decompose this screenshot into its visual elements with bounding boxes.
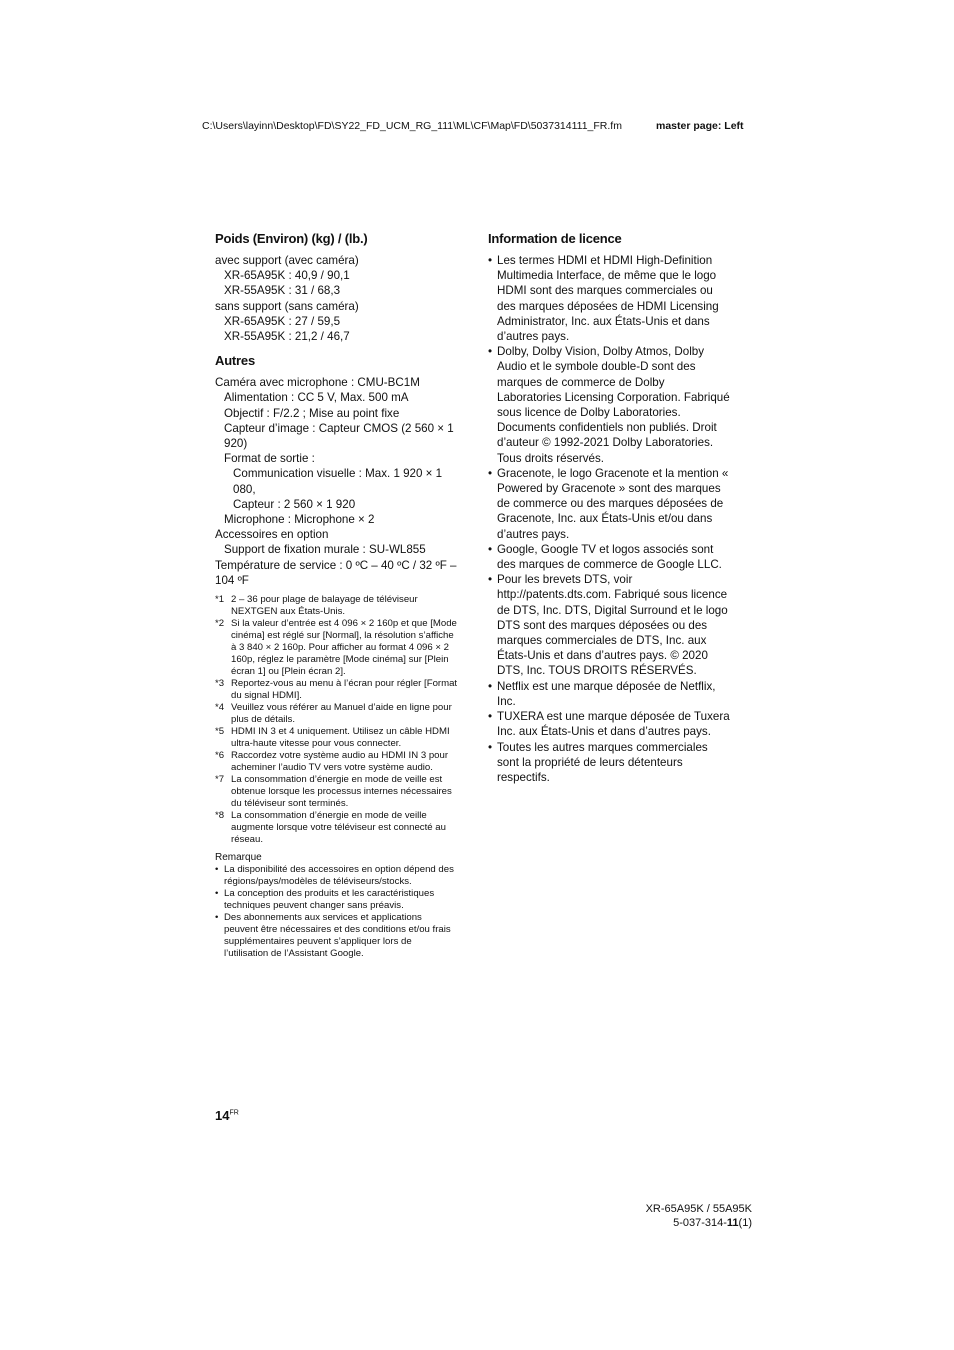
remark-text: La conception des produits et les caractéristiques techniques peuvent changer sans préavis. [224,888,435,912]
license-item [488,253,731,344]
footnote-text: HDMI IN 3 et 4 uniquement. Utilisez un câble HDMI ultra-haute vitesse pour vous connecter. [231,726,450,750]
model-numbers: XR-65A95K / 55A95K [645,1203,752,1215]
license-list [488,253,731,785]
footnote-item [215,726,458,750]
master-page-label: master page: Left [656,120,744,132]
page-lang: FR [229,1109,239,1117]
bullet-icon: • [488,254,493,267]
license-text: Netflix est une marque déposée de Netflix, Inc. [497,679,716,708]
license-text: Les termes HDMI et HDMI High-Definition Multimedia Interface, de même que le logo HDMI sont des marques commerciales ou des marques déposées de HDMI Licensing Administrator, Inc. aux États-Unis et dans d’autres pays. [497,254,719,344]
license-item [488,344,731,466]
other-spec-line: Capteur : 2 560 × 1 920 [233,497,356,511]
other-spec-line: Communication visuelle : Max. 1 920 × 1 080, [233,467,443,496]
code-prefix: 5-037-314- [673,1217,727,1229]
other-spec-line: Alimentation : CC 5 V, Max. 500 mA [224,391,409,405]
weight-spec-line: XR-55A95K : 31 / 68,3 [224,284,341,298]
footnote-number: *4 [215,702,225,714]
document-footer [646,1202,752,1230]
code-suffix: (1) [738,1217,752,1229]
code-bold: 11 [726,1217,739,1229]
page-number-value: 14 [215,1108,230,1123]
bullet-icon: • [488,740,493,754]
license-item [488,466,731,542]
other-spec-line: Capteur d’image : Capteur CMOS (2 560 × 1 920) [224,421,454,451]
bullet-icon: • [488,710,493,724]
footnote-item [215,702,458,726]
footnote-item [215,678,458,702]
other-spec-line: Objectif : F/2.2 ; Mise au point fixe [224,406,400,420]
other-spec-line: Accessoires en option [215,528,329,542]
footnote-item [215,750,458,774]
bullet-icon: • [215,888,219,900]
footnote-number: *6 [215,750,225,762]
license-text: Google, Google TV et logos associés sont des marques de commerce de Google LLC. [497,542,722,572]
document-code [646,1216,752,1230]
remark-item [215,864,458,888]
footnote-text: Veuillez vous référer au Manuel d’aide en ligne pour plus de détails. [231,702,452,726]
other-spec-line: Format de sortie : [224,452,315,466]
license-text: TUXERA est une marque déposée de Tuxera Inc. aux États-Unis et dans d’autres pays. [497,710,730,739]
page-number [215,1108,239,1123]
remark-item [215,888,458,912]
bullet-icon: • [215,912,219,924]
footnote-number: *3 [215,678,225,690]
weight-spec-line: XR-65A95K : 40,9 / 90,1 [224,269,350,283]
license-item [488,572,731,678]
weight-spec-line: XR-55A95K : 21,2 / 46,7 [224,330,350,344]
bullet-icon: • [488,573,493,587]
bullet-icon: • [488,542,493,556]
footnote-item [215,774,458,810]
footnote-number: *2 [215,618,225,630]
footnote-item [215,594,458,618]
license-heading: Information de licence [488,231,622,246]
other-heading: Autres [215,353,255,369]
footnote-text: Reportez-vous au menu à l’écran pour régler [Format du signal HDMI]. [231,678,458,702]
license-item [488,542,731,572]
file-path-header: C:\Users\layinn\Desktop\FD\SY22_FD_UCM_RG_111\ML\CF\Map\FD\5037314111_FR.fm [202,120,622,132]
footnote-number: *5 [215,726,225,738]
other-spec-list [215,375,458,588]
remark-list [215,864,458,960]
license-item [488,679,731,709]
footnote-list [215,594,458,846]
other-spec-line: Température de service : 0 ºC – 40 ºC / 32 ºF – 104 ºF [215,558,457,587]
footnote-text: La consommation d’énergie en mode de veille est obtenue lorsque les processus internes nécessaires du téléviseur sont terminés. [231,774,452,810]
weight-spec-line: avec support (avec caméra) [215,254,359,267]
footnote-text: La consommation d’énergie en mode de veille augmente lorsque votre téléviseur est connecté au réseau. [231,810,446,846]
footnote-item [215,810,458,846]
other-spec-line: Support de fixation murale : SU-WL855 [224,543,426,557]
weight-spec-line: XR-65A95K : 27 / 59,5 [224,314,341,328]
left-column [215,230,458,960]
footnote-text: Raccordez votre système audio au HDMI IN 3 pour acheminer l’audio TV vers votre système audio. [231,750,449,774]
bullet-icon: • [488,679,493,693]
footnote-number: *7 [215,774,225,786]
remark-item [215,912,458,960]
footnote-text: 2 – 36 pour plage de balayage de téléviseur NEXTGEN aux États-Unis. [231,594,418,618]
license-item [488,709,731,739]
license-text: Gracenote, le logo Gracenote et la mention « Powered by Gracenote » sont des marques de commerce ou des marques déposées de Gracenote, Inc. aux États-Unis et/ou dans d’autres pays. [497,466,729,541]
footnote-text: Si la valeur d’entrée est 4 096 × 2 160p et que [Mode cinéma] est réglé sur [Normal], la résolution s’affiche à 3 840 × 2 160p. Pour afficher au format 4 096 × 2 160p, réglez le paramètre [Mode cinéma] sur [Plein écran 1] ou [Plein écran 2]. [231,618,457,678]
weight-spec-line: sans support (sans caméra) [215,299,359,313]
other-spec-line: Caméra avec microphone : CMU-BC1M [215,376,420,390]
weight-spec-list [215,253,458,344]
right-column [488,230,731,785]
footnote-item [215,618,458,678]
license-item [488,740,731,786]
remark-text: La disponibilité des accessoires en option dépend des régions/pays/modèles de téléviseurs/stocks. [224,864,454,888]
bullet-icon: • [488,466,493,480]
remark-text: Des abonnements aux services et applications peuvent être nécessaires et des conditions et/ou frais supplémentaires peuvent s’appliquer lors de l’utilisation de l’Assistant Google. [224,912,451,960]
footnote-number: *8 [215,810,225,822]
other-spec-line: Microphone : Microphone × 2 [224,513,375,527]
license-text: Pour les brevets DTS, voir http://patents.dts.com. Fabriqué sous licence de DTS, Inc. DTS, Digital Surround et le logo DTS sont des marques déposées ou des marques commerciales de DTS, Inc. aux États-Unis et dans d’autres pays. © 2020 DTS, Inc. TOUS DROITS RÉSERVÉS. [497,573,728,678]
weight-heading: Poids (Environ) (kg) / (lb.) [215,231,368,246]
license-text: Toutes les autres marques commerciales sont la propriété de leurs détenteurs respectifs. [497,740,708,784]
remark-heading: Remarque [215,852,262,864]
bullet-icon: • [215,864,219,876]
bullet-icon: • [488,345,493,359]
license-text: Dolby, Dolby Vision, Dolby Atmos, Dolby Audio et le symbole double-D sont des marques de commerce de Dolby Laboratories Licensing Corporation. Fabriqué sous licence de Dolby Laboratories. Documents confidentiels non publiés. Droit d’auteur © 1992-2021 Dolby Laboratories. Tous droits réservés. [497,345,730,465]
footnote-number: *1 [215,594,225,606]
